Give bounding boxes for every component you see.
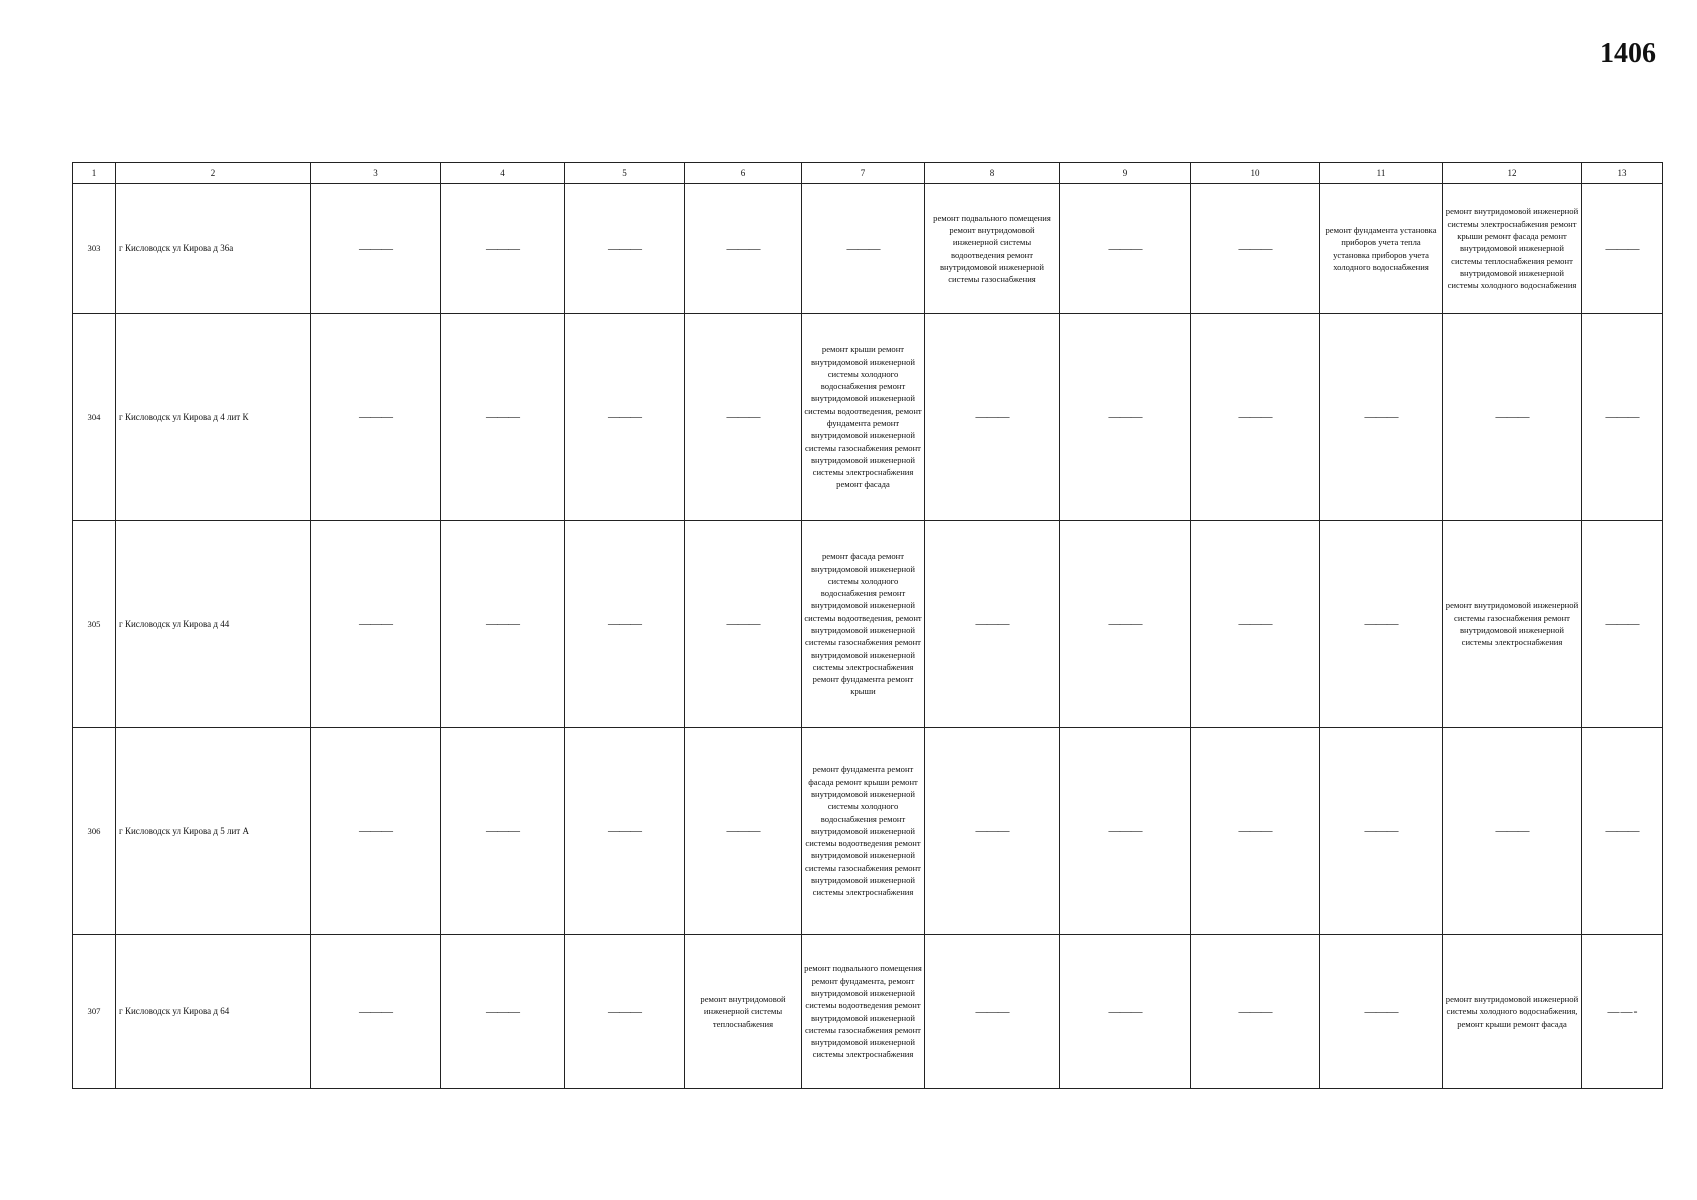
cell-col-3: ———: [311, 521, 441, 728]
row-number: 307: [73, 935, 116, 1089]
table-row: [73, 521, 1663, 728]
row-number: 305: [73, 521, 116, 728]
cell-col-6: ремонт внутридомовой инженерной системы теплоснабжения: [685, 935, 802, 1089]
cell-col-11: ———: [1320, 728, 1443, 935]
cell-col-10: ———: [1191, 728, 1320, 935]
row-number: 306: [73, 728, 116, 935]
cell-col-8: ———: [925, 521, 1060, 728]
address-cell: г Кисловодск ул Кирова д 44: [116, 521, 311, 728]
address-cell: г Кисловодск ул Кирова д 5 лит А: [116, 728, 311, 935]
column-header: 10: [1191, 163, 1320, 184]
cell-col-11: ———: [1320, 935, 1443, 1089]
cell-col-4: ———: [441, 728, 565, 935]
cell-col-13: ———: [1582, 314, 1663, 521]
cell-col-11: ———: [1320, 314, 1443, 521]
cell-col-5: ———: [565, 935, 685, 1089]
column-header: 12: [1443, 163, 1582, 184]
cell-col-3: ———: [311, 314, 441, 521]
column-header: 3: [311, 163, 441, 184]
column-header: 7: [802, 163, 925, 184]
cell-col-9: ———: [1060, 521, 1191, 728]
column-header: 5: [565, 163, 685, 184]
cell-col-11: ———: [1320, 521, 1443, 728]
cell-col-4: ———: [441, 935, 565, 1089]
header-row: [73, 163, 1663, 184]
cell-col-5: ———: [565, 184, 685, 314]
cell-col-7: ремонт фундамента ремонт фасада ремонт крыши ремонт внутридомовой инженерной системы холодного водоснабжения ремонт внутридомовой инженерной системы водоотведения ремонт внутридомовой инженерной системы газоснабжения ремонт внутридомовой инженерной системы электроснабжения: [802, 728, 925, 935]
cell-col-13: ———: [1582, 728, 1663, 935]
cell-col-12: ———: [1443, 314, 1582, 521]
cell-col-6: ———: [685, 728, 802, 935]
cell-col-3: ———: [311, 935, 441, 1089]
cell-col-12: ремонт внутридомовой инженерной системы холодного водоснабжения, ремонт крыши ремонт фасада: [1443, 935, 1582, 1089]
cell-col-10: ———: [1191, 935, 1320, 1089]
cell-col-4: ———: [441, 521, 565, 728]
cell-col-6: ———: [685, 184, 802, 314]
cell-col-10: ———: [1191, 184, 1320, 314]
cell-col-7: ремонт крыши ремонт внутридомовой инженерной системы холодного водоснабжения ремонт внутридомовой инженерной системы водоотведения, ремонт фундамента ремонт внутридомовой инженерной системы газоснабжения ремонт внутридомовой инженерной системы электроснабжения ремонт фасада: [802, 314, 925, 521]
cell-col-5: ———: [565, 521, 685, 728]
column-header: 1: [73, 163, 116, 184]
column-header: 8: [925, 163, 1060, 184]
column-header: 4: [441, 163, 565, 184]
table-row: [73, 935, 1663, 1089]
cell-col-12: ремонт внутридомовой инженерной системы электроснабжения ремонт крыши ремонт фасада ремонт внутридомовой инженерной системы теплоснабжения ремонт внутридомовой инженерной системы холодного водоснабжения: [1443, 184, 1582, 314]
cell-col-6: ———: [685, 521, 802, 728]
address-cell: г Кисловодск ул Кирова д 36а: [116, 184, 311, 314]
column-header: 9: [1060, 163, 1191, 184]
cell-col-8: ремонт подвального помещения ремонт внутридомовой инженерной системы водоотведения ремонт внутридомовой инженерной системы газоснабжения: [925, 184, 1060, 314]
column-header: 6: [685, 163, 802, 184]
cell-col-13: ———: [1582, 521, 1663, 728]
cell-col-9: ———: [1060, 728, 1191, 935]
cell-col-7: ремонт подвального помещения ремонт фундамента, ремонт внутридомовой инженерной системы водоотведения ремонт внутридомовой инженерной системы газоснабжения ремонт внутридомовой инженерной системы электроснабжения: [802, 935, 925, 1089]
column-header: 11: [1320, 163, 1443, 184]
cell-col-12: ремонт внутридомовой инженерной системы газоснабжения ремонт внутридомовой инженерной системы электроснабжения: [1443, 521, 1582, 728]
cell-col-3: ———: [311, 728, 441, 935]
cell-col-13: ———: [1582, 184, 1663, 314]
cell-col-9: ———: [1060, 935, 1191, 1089]
table-row: [73, 184, 1663, 314]
cell-col-7: ———: [802, 184, 925, 314]
cell-col-8: ———: [925, 935, 1060, 1089]
cell-col-3: ———: [311, 184, 441, 314]
column-header: 13: [1582, 163, 1663, 184]
table-row: [73, 314, 1663, 521]
page-number: 1406: [1600, 38, 1656, 69]
cell-col-8: ———: [925, 314, 1060, 521]
table-row: [73, 728, 1663, 935]
cell-col-5: ———: [565, 728, 685, 935]
cell-col-10: ———: [1191, 521, 1320, 728]
cell-col-12: ———: [1443, 728, 1582, 935]
address-cell: г Кисловодск ул Кирова д 4 лит К: [116, 314, 311, 521]
cell-col-10: ———: [1191, 314, 1320, 521]
address-cell: г Кисловодск ул Кирова д 64: [116, 935, 311, 1089]
row-number: 304: [73, 314, 116, 521]
column-header: 2: [116, 163, 311, 184]
cell-col-6: ———: [685, 314, 802, 521]
cell-col-4: ———: [441, 184, 565, 314]
cell-col-8: ———: [925, 728, 1060, 935]
row-number: 303: [73, 184, 116, 314]
repair-schedule-table: [72, 162, 1663, 1089]
cell-col-7: ремонт фасада ремонт внутридомовой инженерной системы холодного водоснабжения ремонт внутридомовой инженерной системы водоотведения, ремонт внутридомовой инженерной системы газоснабжения ремонт внутридомовой инженерной системы электроснабжения ремонт фундамента ремонт крыши: [802, 521, 925, 728]
cell-col-9: ———: [1060, 314, 1191, 521]
cell-col-11: ремонт фундамента установка приборов учета тепла установка приборов учета холодного водоснабжения: [1320, 184, 1443, 314]
cell-col-4: ———: [441, 314, 565, 521]
cell-col-9: ———: [1060, 184, 1191, 314]
cell-col-5: ———: [565, 314, 685, 521]
cell-col-13: — — -: [1582, 935, 1663, 1089]
